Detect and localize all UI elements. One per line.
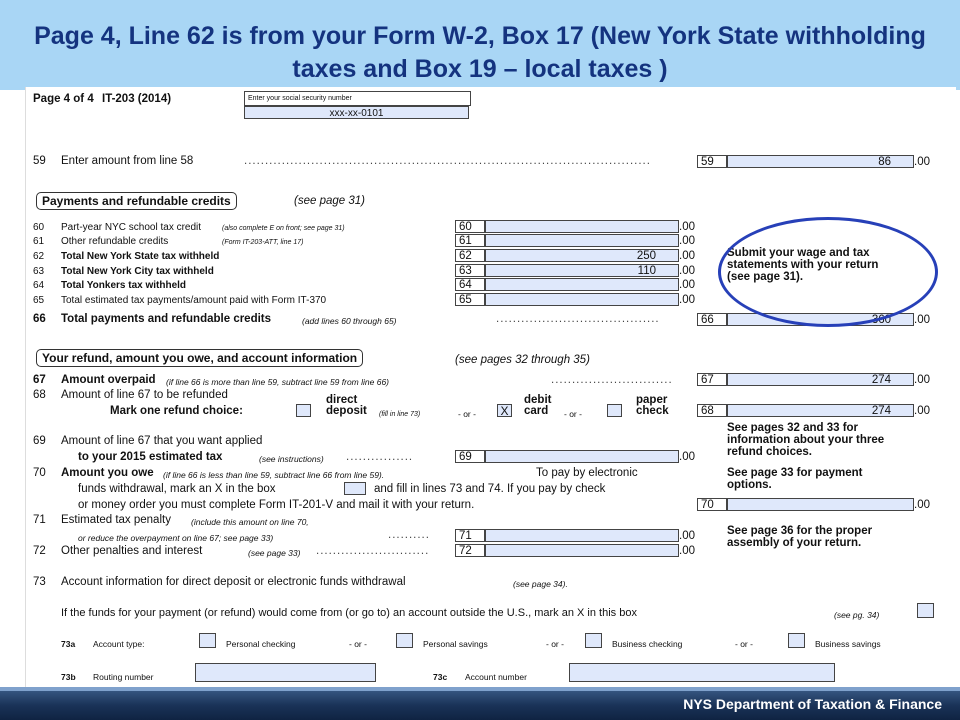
- line-66-cents: .00: [914, 314, 930, 326]
- line-60-note: (also complete E on front; see page 31): [222, 225, 345, 232]
- line-61-label: Other refundable credits: [61, 236, 169, 247]
- form-id: IT-203 (2014): [102, 93, 172, 105]
- routing-number-field[interactable]: [195, 663, 376, 682]
- account-type-checkbox-4[interactable]: [788, 633, 805, 648]
- line-70-text2a: funds withdrawal, mark an X in the box: [78, 483, 276, 495]
- direct-label-1: direct: [326, 394, 358, 406]
- line-59-cents: .00: [914, 156, 930, 168]
- line-67-cents: .00: [914, 374, 930, 386]
- outside-us-note: (see pg. 34): [834, 610, 880, 620]
- footer-org-name: NYS Department of Taxation & Finance: [683, 696, 942, 712]
- note-assembly-1: See page 36 for the proper: [727, 525, 873, 537]
- line-70-note: (if line 66 is less than line 59, subtract line 66 from line 59).: [163, 470, 385, 480]
- line-59-box: 59: [697, 155, 727, 168]
- line-63-num: 63: [33, 266, 45, 277]
- line-68-amount[interactable]: 274: [727, 404, 914, 417]
- title-banner: [0, 0, 960, 90]
- line-61-note: (Form IT-203-ATT, line 17): [222, 239, 304, 246]
- line-69-label2: to your 2015 estimated tax: [78, 451, 223, 463]
- line-65-num: 65: [33, 295, 45, 306]
- debit-label-2: card: [524, 405, 549, 417]
- or-2: - or -: [564, 409, 582, 419]
- account-number-label: Account number: [465, 672, 527, 682]
- account-type-label-2: Personal savings: [423, 639, 488, 649]
- or-1: - or -: [458, 409, 476, 419]
- account-type-or-1: - or -: [349, 639, 367, 649]
- line-62-num: 62: [33, 251, 45, 262]
- note-payment-1: See page 33 for payment: [727, 467, 863, 479]
- line-66-box: 66: [697, 313, 727, 326]
- line-67-amount[interactable]: 274: [727, 373, 914, 386]
- footer-bar: [0, 687, 960, 720]
- line-70-text3: or money order you must complete Form IT-201-V and mail it with your return.: [78, 499, 475, 511]
- direct-deposit-checkbox[interactable]: [296, 404, 311, 417]
- line-63-label: Total New York City tax withheld: [61, 266, 214, 277]
- line-71-amount[interactable]: [485, 529, 679, 542]
- line-62-amount[interactable]: 250: [485, 249, 679, 262]
- line-69-label: Amount of line 67 that you want applied: [61, 435, 263, 447]
- line-68-label: Amount of line 67 to be refunded: [61, 389, 228, 401]
- line-70-text2b: and fill in lines 73 and 74. If you pay by check: [374, 483, 606, 495]
- footer-stripe: [0, 687, 960, 691]
- efw-checkbox[interactable]: [344, 482, 366, 495]
- line-64-box: 64: [455, 278, 485, 291]
- note-refund-1: See pages 32 and 33 for: [727, 422, 859, 434]
- line-61-cents: .00: [679, 235, 695, 247]
- line-65-amount[interactable]: [485, 293, 679, 306]
- line-71-num: 71: [33, 514, 46, 526]
- page-label: Page 4 of 4: [33, 93, 94, 105]
- line-60-amount[interactable]: [485, 220, 679, 233]
- leader-dots: .......................................: [496, 313, 660, 325]
- line-73-num: 73: [33, 576, 46, 588]
- line-69-box: 69: [455, 450, 485, 463]
- submit-note-line3: (see page 31).: [727, 271, 804, 283]
- direct-label-2: deposit: [326, 405, 367, 417]
- line-72-note: (see page 33): [248, 548, 301, 558]
- line-63-box: 63: [455, 264, 485, 277]
- line-66-label: Total payments and refundable credits: [61, 313, 272, 325]
- submit-note-line2: statements with your return: [727, 259, 879, 271]
- line-70-amount[interactable]: [727, 498, 914, 511]
- line-72-box: 72: [455, 544, 485, 557]
- line-63-amount[interactable]: 110: [485, 264, 679, 277]
- outside-us-text: If the funds for your payment (or refund) would come from (or go to) an account outside the U.S., mark an X in this box: [61, 607, 637, 619]
- direct-note: (fill in line 73): [379, 411, 421, 418]
- account-type-checkbox-3[interactable]: [585, 633, 602, 648]
- section-refund-note: (see pages 32 through 35): [455, 354, 590, 366]
- line-71-note: (include this amount on line 70,: [191, 517, 309, 527]
- refund-choice-label: Mark one refund choice:: [110, 405, 243, 417]
- note-payment-2: options.: [727, 479, 772, 491]
- line-72-label: Other penalties and interest: [61, 545, 203, 557]
- line-64-amount[interactable]: [485, 278, 679, 291]
- line-71-cents: .00: [679, 530, 695, 542]
- line-66-num: 66: [33, 313, 46, 325]
- line-70-num: 70: [33, 467, 46, 479]
- section-payments-note: (see page 31): [294, 195, 365, 207]
- debit-card-checkbox[interactable]: X: [497, 404, 512, 417]
- leader-dots: ..........: [388, 529, 430, 541]
- slide-title: Page 4, Line 62 is from your Form W-2, Box 17 (New York State withholding taxes and Box 19 – local taxes ): [34, 22, 926, 83]
- line-72-cents: .00: [679, 545, 695, 557]
- line-62-cents: .00: [679, 250, 695, 262]
- account-type-label-1: Personal checking: [226, 639, 296, 649]
- leader-dots: ................: [346, 451, 414, 463]
- highlight-oval: [718, 217, 938, 327]
- line-72-amount[interactable]: [485, 544, 679, 557]
- line-69-amount[interactable]: [485, 450, 679, 463]
- line-73c-num: 73c: [433, 672, 448, 682]
- line-64-cents: .00: [679, 279, 695, 291]
- line-69-note: (see instructions): [259, 454, 324, 464]
- debit-label-1: debit: [524, 394, 552, 406]
- line-68-box: 68: [697, 404, 727, 417]
- note-refund-2: information about your three: [727, 434, 885, 446]
- line-67-num: 67: [33, 374, 46, 386]
- line-73-label: Account information for direct deposit or electronic funds withdrawal: [61, 576, 406, 588]
- submit-note-line1: Submit your wage and tax: [727, 247, 870, 259]
- line-69-num: 69: [33, 435, 46, 447]
- line-65-label: Total estimated tax payments/amount paid with Form IT-370: [61, 295, 327, 306]
- section-payments-title: Payments and refundable credits: [36, 192, 237, 210]
- paper-check-checkbox[interactable]: [607, 404, 622, 417]
- line-67-box: 67: [697, 373, 727, 386]
- account-type-label-4: Business savings: [815, 639, 881, 649]
- leader-dots: .............................: [551, 374, 673, 386]
- line-73-note: (see page 34).: [513, 579, 568, 589]
- line-62-label: Total New York State tax withheld: [61, 251, 220, 262]
- line-68-num: 68: [33, 389, 46, 401]
- line-66-note: (add lines 60 through 65): [302, 316, 397, 326]
- section-refund-title: Your refund, amount you owe, and account information: [36, 349, 363, 367]
- line-72-num: 72: [33, 545, 46, 557]
- line-59-amount[interactable]: 86: [727, 155, 914, 168]
- account-type-or-3: - or -: [735, 639, 753, 649]
- line-59-num: 59: [33, 155, 46, 167]
- line-66-amount[interactable]: 360: [727, 313, 914, 326]
- line-71-label: Estimated tax penalty: [61, 514, 171, 526]
- account-number-field[interactable]: [569, 663, 835, 682]
- line-71-note2: or reduce the overpayment on line 67; see page 33): [78, 533, 274, 543]
- account-type-or-2: - or -: [546, 639, 564, 649]
- line-61-amount[interactable]: [485, 234, 679, 247]
- line-64-label: Total Yonkers tax withheld: [61, 280, 187, 291]
- account-type-label-3: Business checking: [612, 639, 683, 649]
- line-63-cents: .00: [679, 265, 695, 277]
- outside-us-checkbox[interactable]: [917, 603, 934, 618]
- line-60-cents: .00: [679, 221, 695, 233]
- tax-form-page: [25, 87, 956, 687]
- account-type-checkbox-1[interactable]: [199, 633, 216, 648]
- paper-label-1: paper: [636, 394, 668, 406]
- leader-dots: ...........................: [316, 545, 430, 557]
- line-59-label: Enter amount from line 58: [61, 155, 194, 167]
- line-65-box: 65: [455, 293, 485, 306]
- line-64-num: 64: [33, 280, 45, 291]
- leader-dots: .................................................................................................: [244, 155, 651, 167]
- account-type-checkbox-2[interactable]: [396, 633, 413, 648]
- ssn-box-frame: [244, 91, 471, 106]
- line-68-cents: .00: [914, 405, 930, 417]
- line-70-label: Amount you owe: [61, 467, 154, 479]
- line-60-label: Part-year NYC school tax credit: [61, 222, 202, 233]
- line-73a-num: 73a: [61, 639, 76, 649]
- routing-number-label: Routing number: [93, 672, 154, 682]
- line-73b-num: 73b: [61, 672, 76, 682]
- line-61-box: 61: [455, 234, 485, 247]
- note-refund-3: refund choices.: [727, 446, 812, 458]
- ssn-label: Enter your social security number: [248, 95, 352, 102]
- line-70-box: 70: [697, 498, 727, 511]
- line-62-box: 62: [455, 249, 485, 262]
- paper-label-2: check: [636, 405, 669, 417]
- line-60-num: 60: [33, 222, 45, 233]
- account-type-label: Account type:: [93, 639, 145, 649]
- line-71-box: 71: [455, 529, 485, 542]
- line-65-cents: .00: [679, 294, 695, 306]
- line-60-box: 60: [455, 220, 485, 233]
- line-70-cents: .00: [914, 499, 930, 511]
- line-67-label: Amount overpaid: [61, 374, 156, 386]
- line-61-num: 61: [33, 236, 45, 247]
- ssn-field[interactable]: xxx-xx-0101: [244, 106, 469, 119]
- line-69-cents: .00: [679, 451, 695, 463]
- note-assembly-2: assembly of your return.: [727, 537, 862, 549]
- line-67-note: (if line 66 is more than line 59, subtract line 59 from line 66): [166, 377, 390, 387]
- line-70-tail: To pay by electronic: [536, 467, 638, 479]
